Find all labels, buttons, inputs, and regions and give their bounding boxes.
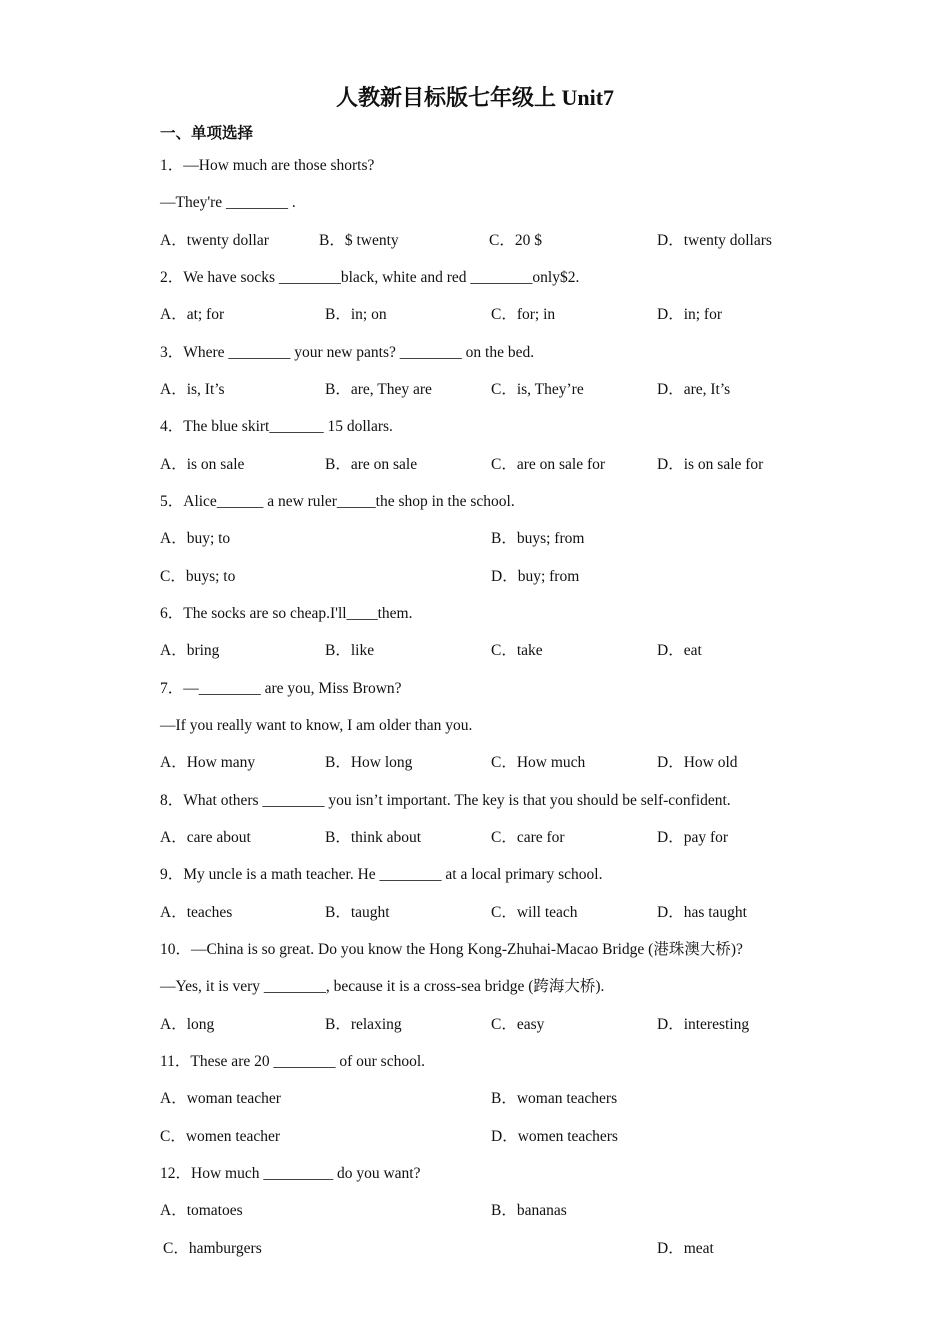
question-9-option-d[interactable]: D．has taught — [657, 904, 747, 921]
question-6-option-c[interactable]: C．take — [491, 642, 543, 659]
question-1-option-b[interactable]: B．$ twenty — [319, 232, 399, 249]
section-heading: 一、单项选择 — [160, 125, 254, 142]
question-1-option-d[interactable]: D．twenty dollars — [657, 232, 772, 249]
question-9-option-b[interactable]: B．taught — [325, 904, 390, 921]
question-3-option-b[interactable]: B．are, They are — [325, 381, 432, 398]
question-4-option-d[interactable]: D．is on sale for — [657, 456, 764, 473]
question-10-stem: 10．—China is so great. Do you know the Hong Kong-Zhuhai-Macao Bridge (港珠澳大桥)? — [160, 941, 743, 958]
question-5-stem: 5．Alice______ a new ruler_____the shop in the school. — [160, 493, 515, 510]
question-6-option-a[interactable]: A．bring — [160, 642, 220, 659]
question-11-option-a[interactable]: A．woman teacher — [160, 1090, 281, 1107]
question-3-stem: 3．Where ________ your new pants? ________ on the bed. — [160, 344, 535, 361]
question-5-option-b[interactable]: B．buys; from — [491, 530, 585, 547]
question-2-option-a[interactable]: A．at; for — [160, 306, 225, 323]
question-12-stem: 12．How much _________ do you want? — [160, 1165, 421, 1182]
question-2-option-c[interactable]: C．for; in — [491, 306, 556, 323]
question-4-option-b[interactable]: B．are on sale — [325, 456, 418, 473]
question-5-option-c[interactable]: C．buys; to — [160, 568, 236, 585]
question-10-option-c[interactable]: C．easy — [491, 1016, 545, 1033]
question-10-option-d[interactable]: D．interesting — [657, 1016, 750, 1033]
question-10-option-a[interactable]: A．long — [160, 1016, 215, 1033]
question-1-stem: 1．—How much are those shorts? — [160, 157, 375, 174]
question-10-option-b[interactable]: B．relaxing — [325, 1016, 402, 1033]
question-7-option-a[interactable]: A．How many — [160, 754, 256, 771]
question-2-option-b[interactable]: B．in; on — [325, 306, 387, 323]
question-7-option-b[interactable]: B．How long — [325, 754, 413, 771]
question-5-option-d[interactable]: D．buy; from — [491, 568, 580, 585]
question-12-option-c[interactable]: C．hamburgers — [163, 1240, 262, 1257]
question-7-option-c[interactable]: C．How much — [491, 754, 586, 771]
question-4-stem: 4．The blue skirt_______ 15 dollars. — [160, 418, 393, 435]
question-11-stem: 11．These are 20 ________ of our school. — [160, 1053, 426, 1070]
question-9-option-c[interactable]: C．will teach — [491, 904, 578, 921]
page-title: 人教新目标版七年级上 Unit7 — [335, 85, 615, 110]
question-3-option-c[interactable]: C．is, They’re — [491, 381, 584, 398]
question-11-option-b[interactable]: B．woman teachers — [491, 1090, 618, 1107]
question-4-option-a[interactable]: A．is on sale — [160, 456, 245, 473]
question-6-option-b[interactable]: B．like — [325, 642, 375, 659]
question-6-stem: 6．The socks are so cheap.I'll____them. — [160, 605, 413, 622]
question-12-option-b[interactable]: B．bananas — [491, 1202, 567, 1219]
question-1-stem-line-2: —They're ________ . — [160, 194, 296, 211]
question-3-option-d[interactable]: D．are, It’s — [657, 381, 731, 398]
question-7-stem-line-2: —If you really want to know, I am older than you. — [160, 717, 473, 734]
question-9-stem: 9．My uncle is a math teacher. He ________ at a local primary school. — [160, 866, 603, 883]
question-11-option-c[interactable]: C．women teacher — [160, 1128, 281, 1145]
question-1-option-c[interactable]: C．20 $ — [489, 232, 542, 249]
question-5-option-a[interactable]: A．buy; to — [160, 530, 231, 547]
question-7-option-d[interactable]: D．How old — [657, 754, 738, 771]
question-8-option-b[interactable]: B．think about — [325, 829, 422, 846]
question-8-option-a[interactable]: A．care about — [160, 829, 251, 846]
question-10-stem-line-2: —Yes, it is very ________, because it is a cross-sea bridge (跨海大桥). — [160, 978, 605, 995]
question-11-option-d[interactable]: D．women teachers — [491, 1128, 618, 1145]
question-4-option-c[interactable]: C．are on sale for — [491, 456, 606, 473]
question-1-option-a[interactable]: A．twenty dollar — [160, 232, 269, 249]
question-9-option-a[interactable]: A．teaches — [160, 904, 233, 921]
question-12-option-d[interactable]: D．meat — [657, 1240, 714, 1257]
question-8-stem: 8．What others ________ you isn’t important. The key is that you should be self-confident. — [160, 792, 731, 809]
question-7-stem: 7．—________ are you, Miss Brown? — [160, 680, 402, 697]
question-2-stem: 2．We have socks ________black, white and red ________only$2. — [160, 269, 580, 286]
question-8-option-d[interactable]: D．pay for — [657, 829, 729, 846]
question-2-option-d[interactable]: D．in; for — [657, 306, 723, 323]
question-12-option-a[interactable]: A．tomatoes — [160, 1202, 243, 1219]
question-6-option-d[interactable]: D．eat — [657, 642, 702, 659]
question-8-option-c[interactable]: C．care for — [491, 829, 565, 846]
question-3-option-a[interactable]: A．is, It’s — [160, 381, 225, 398]
